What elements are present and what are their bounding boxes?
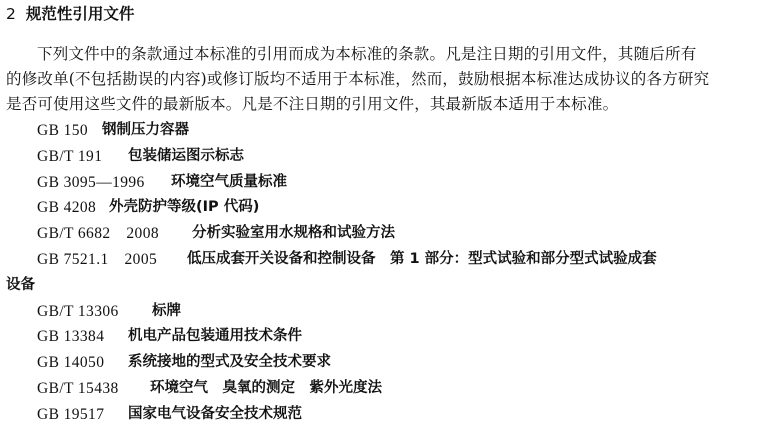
standard-code: GB 13384	[37, 328, 105, 346]
reference-item	[0, 247, 758, 299]
intro-line: 的修改单(不包括勘误的内容)或修订版均不适用于本标准，然而，鼓励根据本标准达成协议的各方研究	[6, 70, 710, 88]
standard-title: 标牌	[152, 302, 181, 319]
standard-code: GB/T 15438	[37, 379, 119, 397]
reference-item	[0, 299, 758, 325]
standard-code: GB 14050	[37, 354, 105, 372]
reference-list	[0, 118, 758, 428]
standard-title: 环境空气 臭氧的测定 紫外光度法	[150, 379, 382, 396]
section-number: 2	[6, 5, 16, 23]
standard-title-continuation: 设备	[6, 276, 35, 293]
reference-item	[0, 324, 758, 350]
standard-code: GB/T 191	[37, 147, 103, 165]
reference-item	[0, 195, 758, 221]
standard-title: 环境空气质量标准	[171, 173, 287, 190]
standard-title: 机电产品包装通用技术条件	[128, 328, 302, 345]
reference-item	[0, 170, 758, 196]
reference-item	[0, 350, 758, 376]
intro-line: 是否可使用这些文件的最新版本。凡是不注日期的引用文件，其最新版本适用于本标准。	[6, 95, 619, 113]
reference-item	[0, 118, 758, 144]
standard-code: GB/T 13306	[37, 302, 119, 320]
standard-title: 分析实验室用水规格和试验方法	[192, 225, 395, 242]
section-heading	[6, 4, 134, 24]
standard-code: GB 7521.1 2005	[37, 250, 158, 268]
standard-code: GB 150	[37, 122, 89, 139]
reference-item	[0, 221, 758, 247]
standard-title: 外壳防护等级(IP 代码)	[109, 199, 260, 216]
reference-item	[0, 144, 758, 170]
standard-title: 低压成套开关设备和控制设备 第 1 部分：型式试验和部分型式试验成套	[187, 250, 657, 267]
intro-line: 下列文件中的条款通过本标准的引用而成为本标准的条款。凡是注日期的引用文件，其随后所有	[37, 45, 697, 63]
standard-title: 钢制压力容器	[102, 122, 189, 138]
section-title: 规范性引用文件	[25, 5, 135, 23]
standard-code: GB 3095—1996	[37, 173, 145, 191]
reference-item	[0, 402, 758, 428]
standard-code: GB/T 6682 2008	[37, 225, 160, 243]
standard-code: GB 4208	[37, 199, 97, 217]
standard-title: 包装储运图示标志	[128, 147, 244, 164]
standard-title: 国家电气设备安全技术规范	[128, 405, 302, 422]
standard-code: GB 19517	[37, 405, 105, 423]
standard-title: 系统接地的型式及安全技术要求	[128, 354, 331, 371]
reference-item	[0, 376, 758, 402]
intro-paragraph	[6, 42, 756, 117]
